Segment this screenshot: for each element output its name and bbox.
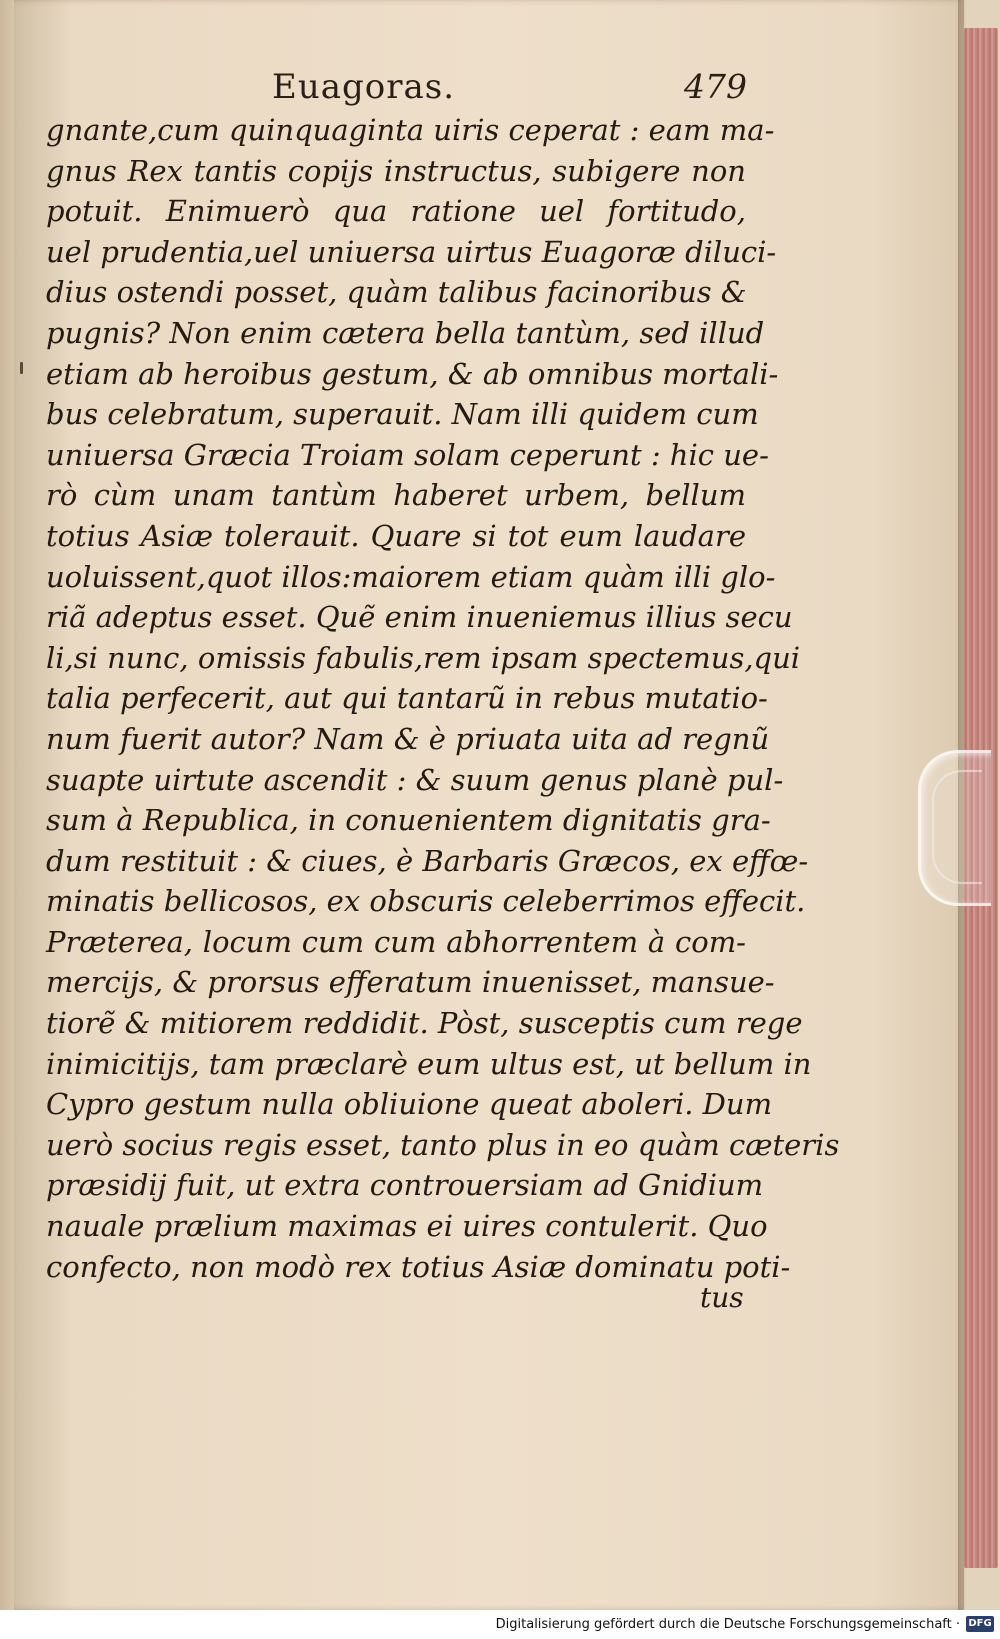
digitization-footer bbox=[0, 1610, 1000, 1639]
text-line: confecto, non modò rex totius Asiæ dominatu poti- bbox=[46, 1249, 791, 1284]
text-line: bus celebratum, superauit. Nam illi quidem cum bbox=[46, 397, 759, 432]
text-line: dius ostendi posset, quàm talibus facinoribus & bbox=[46, 275, 747, 310]
text-line: sum à Republica, in conuenientem dignitatis gra- bbox=[46, 803, 771, 838]
dfg-logo-icon: DFG bbox=[966, 1616, 994, 1632]
text-line: uniuersa Græcia Troiam solam ceperunt : hic ue- bbox=[46, 437, 769, 472]
body-text bbox=[46, 110, 840, 1287]
text-line: præsidij fuit, ut extra controuersiam ad Gnidium bbox=[46, 1168, 764, 1203]
text-line: dum restituit : & ciues, è Barbaris Græcos, ex effœ- bbox=[46, 843, 809, 878]
catchword: tus bbox=[700, 1281, 744, 1314]
page-header bbox=[0, 64, 1000, 110]
text-line: li,si nunc, omissis fabulis,rem ipsam spectemus,qui bbox=[46, 640, 801, 675]
text-line: talia perfecerit, aut qui tantarũ in rebus mutatio- bbox=[46, 681, 768, 716]
text-line: potuit. Enimuerò qua ratione uel fortitudo, bbox=[46, 194, 746, 229]
text-line: mercijs, & prorsus efferatum inuenisset, mansue- bbox=[46, 965, 775, 1000]
footer-credit-text: Digitalisierung gefördert durch die Deutsche Forschungsgemeinschaft · bbox=[495, 1617, 960, 1632]
text-line: suapte uirtute ascendit : & suum genus planè pul- bbox=[46, 762, 784, 797]
book-binding-gutter bbox=[0, 0, 14, 1610]
text-line: uel prudentia,uel uniuersa uirtus Euagoræ diluci- bbox=[46, 234, 777, 269]
text-line: rò cùm unam tantùm haberet urbem, bellum bbox=[46, 478, 746, 513]
page-clip-inner bbox=[932, 770, 982, 884]
text-line: pugnis? Non enim cætera bella tantùm, sed illud bbox=[46, 315, 765, 350]
text-line: num fuerit autor? Nam & è priuata uita ad regnũ bbox=[46, 721, 770, 756]
text-line: inimicitijs, tam præclarè eum ultus est, ut bellum in bbox=[46, 1046, 812, 1081]
text-line: totius Asiæ tolerauit. Quare si tot eum laudare bbox=[46, 518, 746, 553]
text-line: uoluissent,quot illos:maiorem etiam quàm illi glo- bbox=[46, 559, 776, 594]
margin-mark bbox=[20, 362, 23, 374]
text-line: gnante,cum quinquaginta uiris ceperat : eam ma- bbox=[46, 113, 775, 147]
text-line: gnus Rex tantis copijs instructus, subigere non bbox=[46, 153, 746, 188]
page-number: 479 bbox=[684, 67, 747, 106]
text-line: Præterea, locum cum cum abhorrentem à com- bbox=[46, 924, 746, 959]
running-title: Euagoras. bbox=[272, 67, 456, 107]
text-line: Cypro gestum nulla obliuione queat aboleri. Dum bbox=[46, 1087, 773, 1122]
text-line: etiam ab heroibus gestum, & ab omnibus mortali- bbox=[46, 356, 779, 391]
text-line: uerò socius regis esset, tanto plus in eo quàm cæteris bbox=[46, 1127, 840, 1162]
text-line: tiorẽ & mitiorem reddidit. Pòst, susceptis cum rege bbox=[46, 1006, 803, 1041]
text-line: minatis bellicosos, ex obscuris celeberrimos effecit. bbox=[46, 884, 806, 919]
text-line: nauale prælium maximas ei uires contulerit. Quo bbox=[46, 1209, 768, 1244]
text-line: riã adeptus esset. Quẽ enim inueniemus illius secu bbox=[46, 600, 793, 635]
